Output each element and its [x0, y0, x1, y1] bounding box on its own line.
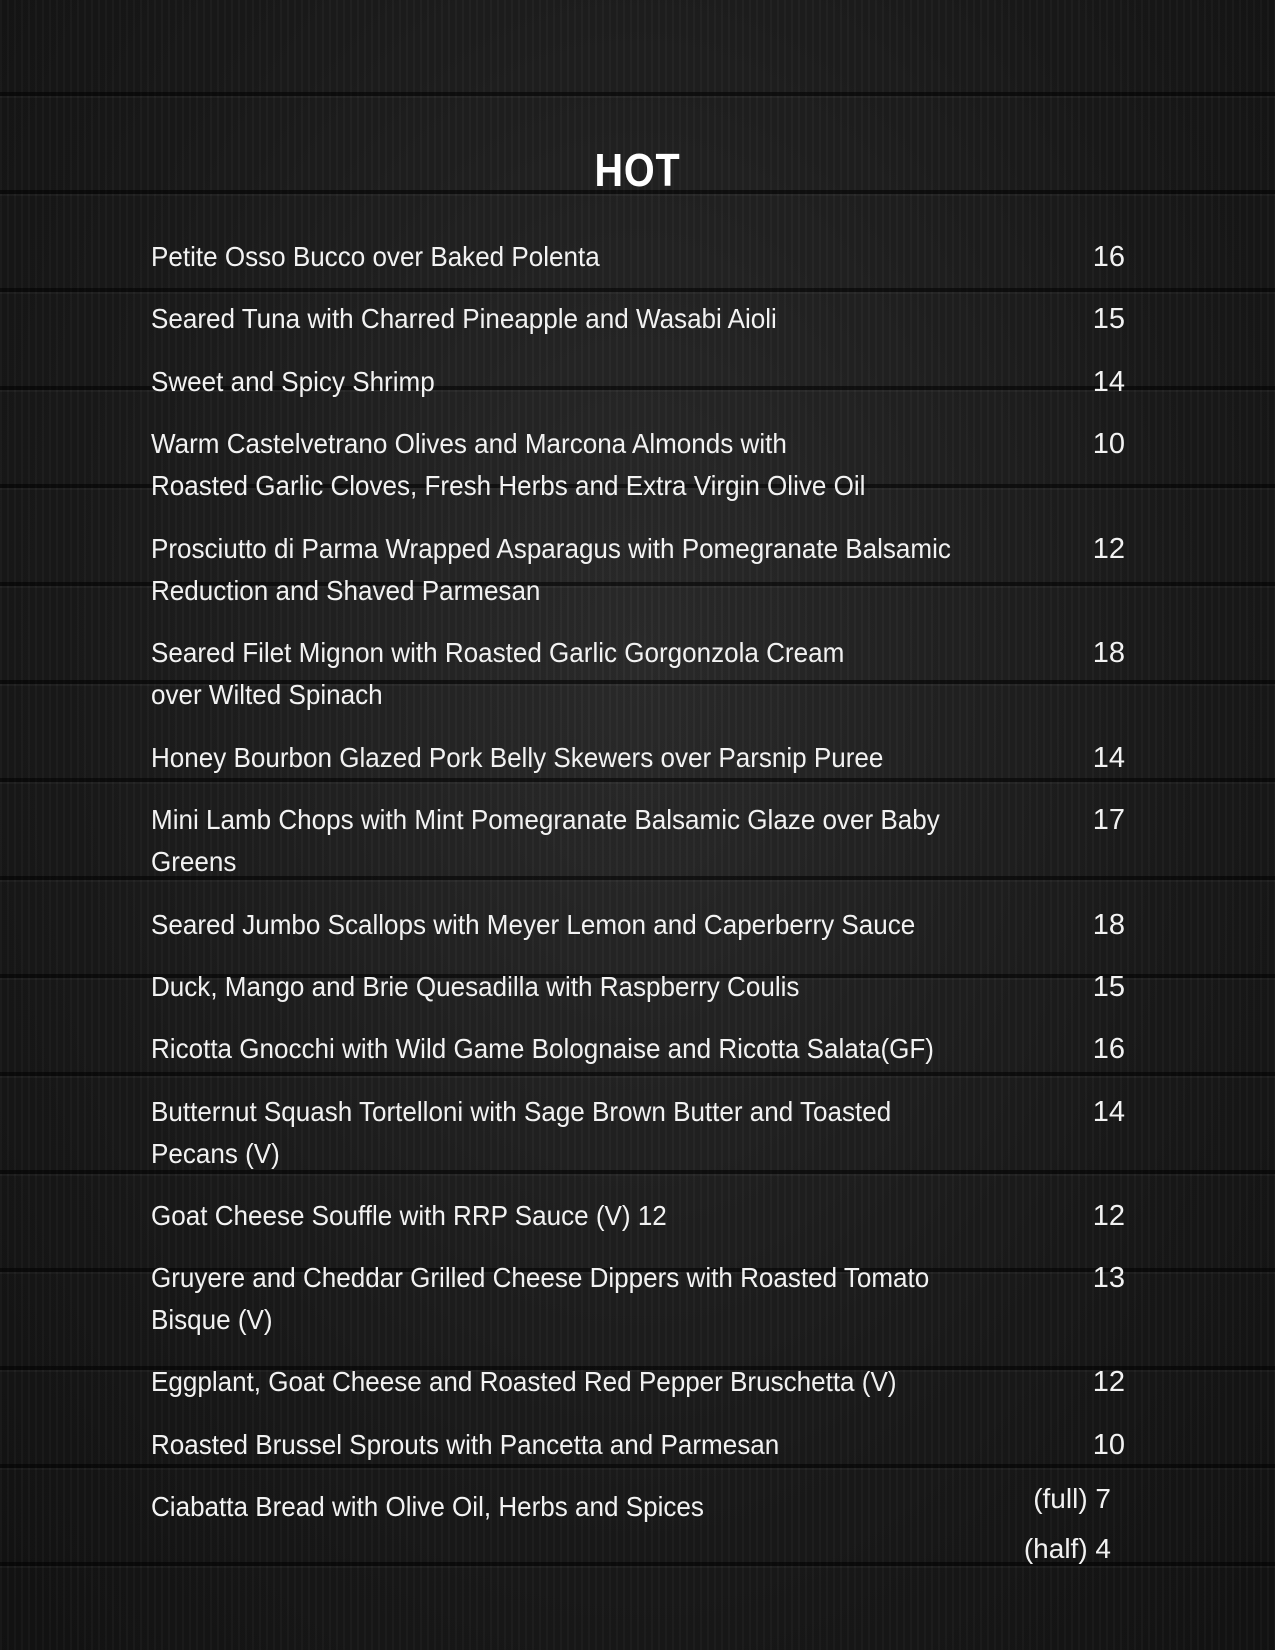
menu-item	[151, 1257, 1141, 1347]
menu-item-name: Eggplant, Goat Cheese and Roasted Red Pepper Bruschetta (V)	[151, 1366, 897, 1397]
menu-item	[151, 423, 1141, 513]
menu-item-price: 13	[1092, 1262, 1125, 1294]
menu-item-price: 16	[1092, 1033, 1125, 1065]
menu-item-price-half: (half) 4	[1023, 1533, 1111, 1564]
menu-item-name: Seared Filet Mignon with Roasted Garlic Gorgonzola Cream over Wilted Spinach	[151, 637, 845, 710]
menu-item-name: Mini Lamb Chops with Mint Pomegranate Balsamic Glaze over Baby Greens	[151, 804, 940, 877]
menu-item-name: Butternut Squash Tortelloni with Sage Brown Butter and Toasted Pecans (V)	[151, 1096, 892, 1169]
menu-item-price: 12	[1092, 1200, 1125, 1232]
menu-item-price: 18	[1092, 637, 1125, 669]
menu-item-name: Duck, Mango and Brie Quesadilla with Raspberry Coulis	[151, 971, 800, 1002]
menu-item-price-full: (full) 7	[1033, 1483, 1111, 1514]
menu-item-name: Honey Bourbon Glazed Pork Belly Skewers over Parsnip Puree	[151, 742, 884, 773]
menu-item-price: 14	[1092, 742, 1125, 774]
menu-item-name: Warm Castelvetrano Olives and Marcona Almonds with Roasted Garlic Cloves, Fresh Herbs and Extra Virgin Olive Oil	[151, 428, 866, 501]
menu-item	[151, 1091, 1141, 1181]
menu-item	[151, 799, 1141, 889]
menu-item-name: Seared Tuna with Charred Pineapple and Wasabi Aioli	[151, 303, 777, 334]
menu-item-price: 10	[1092, 428, 1125, 460]
menu-item-name: Sweet and Spicy Shrimp	[151, 366, 435, 397]
menu-item-name: Petite Osso Bucco over Baked Polenta	[151, 241, 600, 272]
menu-item-name: Prosciutto di Parma Wrapped Asparagus with Pomegranate Balsamic Reduction and Shaved Parmesan	[151, 533, 951, 606]
menu-item	[151, 1483, 1141, 1596]
menu-item-name: Goat Cheese Souffle with RRP Sauce (V) 12	[151, 1200, 667, 1231]
menu-item	[151, 528, 1141, 618]
menu-item-price: 17	[1092, 804, 1125, 836]
menu-item-name: Ricotta Gnocchi with Wild Game Bolognaise and Ricotta Salata(GF)	[151, 1033, 934, 1064]
menu-item-price: 10	[1092, 1429, 1125, 1461]
menu-item-price: 12	[1092, 533, 1125, 565]
menu-item-name: Seared Jumbo Scallops with Meyer Lemon and Caperberry Sauce	[151, 909, 916, 940]
menu-item-price: 15	[1092, 303, 1125, 335]
menu-item	[151, 632, 1141, 722]
menu-item-price: 14	[1092, 1096, 1125, 1128]
menu-item-price: 15	[1092, 971, 1125, 1003]
menu-item-price: 12	[1092, 1366, 1125, 1398]
menu-item-price: 18	[1092, 909, 1125, 941]
menu-item-price: 14	[1092, 366, 1125, 398]
menu-item-name: Roasted Brussel Sprouts with Pancetta and Parmesan	[151, 1429, 780, 1460]
menu-item-price: 16	[1092, 241, 1125, 273]
menu-item-name: Gruyere and Cheddar Grilled Cheese Dippers with Roasted Tomato Bisque (V)	[151, 1262, 930, 1335]
page-title: HOT	[594, 144, 681, 196]
menu-item-name: Ciabatta Bread with Olive Oil, Herbs and Spices	[151, 1491, 704, 1522]
